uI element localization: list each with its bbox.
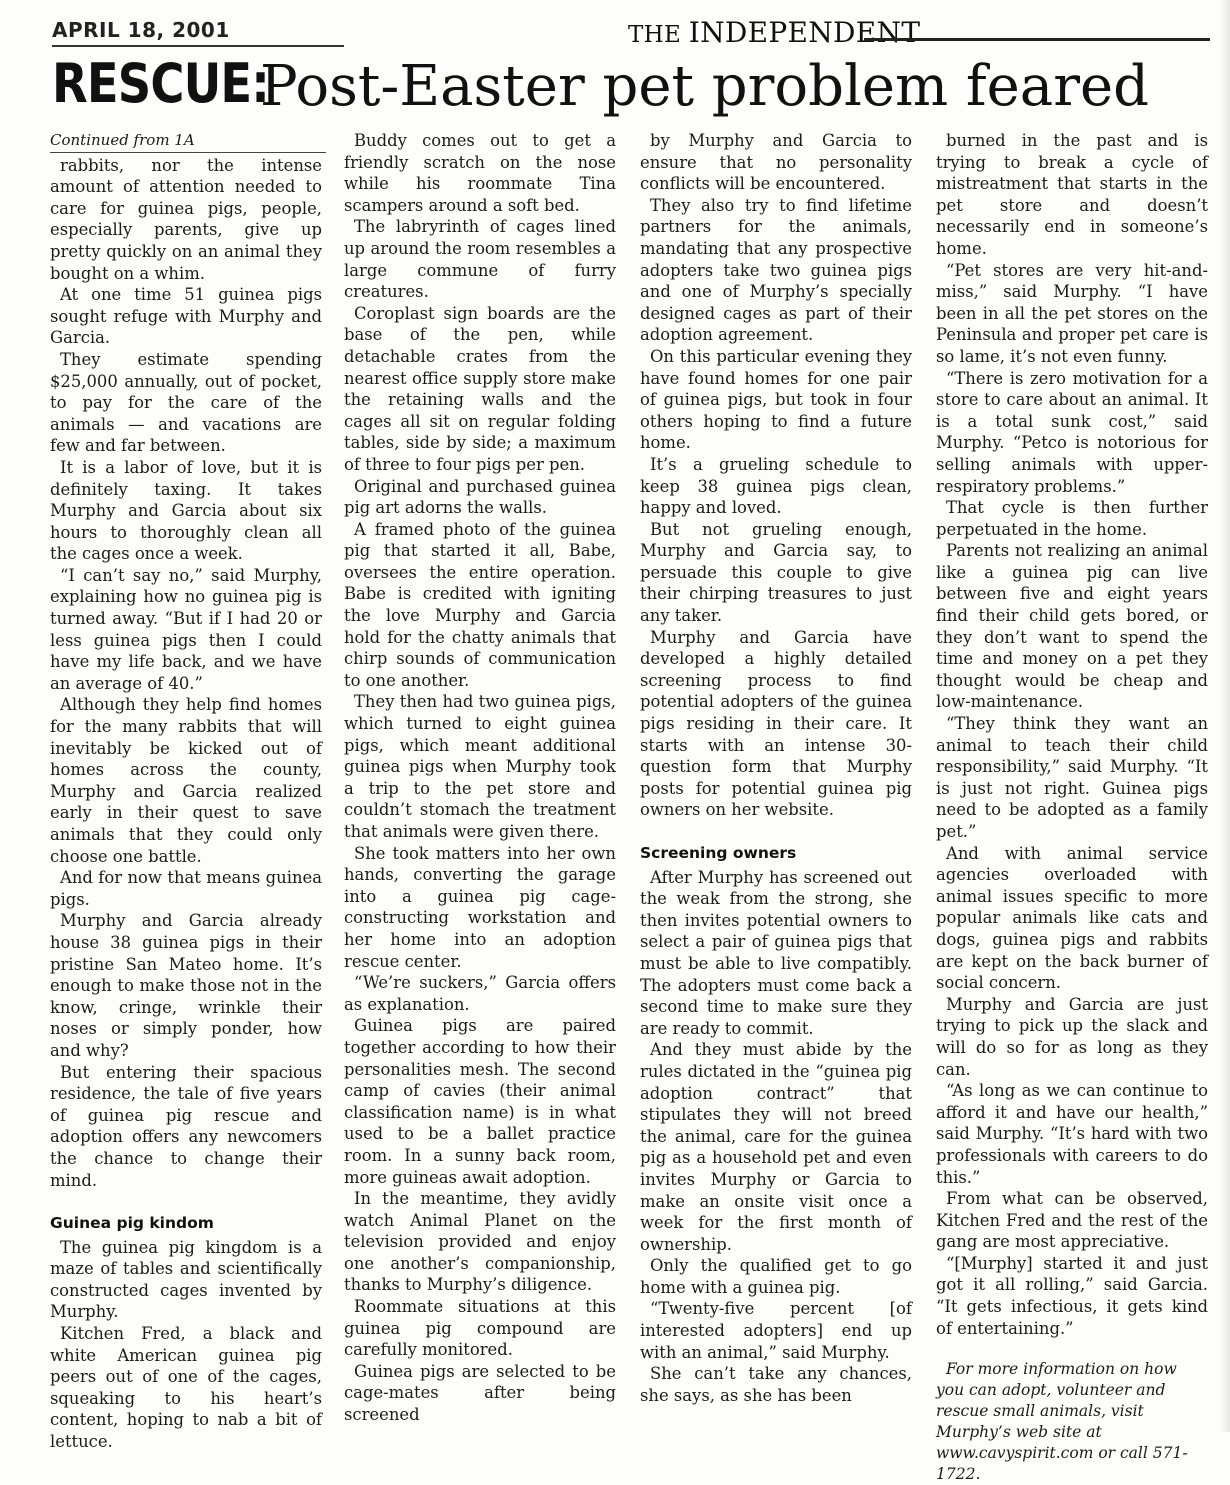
article-paragraph: Murphy and Garcia already house 38 guinea pigs in their pristine San Mateo home. It’s enough to make those not in the know, cringe, wrinkle their noses or simply ponder, how and why? [50, 911, 322, 1060]
masthead-rule [864, 38, 1210, 41]
article-paragraph: The labryrinth of cages lined up around the room resembles a large commune of furry creatures. [344, 217, 616, 302]
page-edge-shadow [1220, 0, 1230, 1432]
col1-paragraphs [50, 155, 322, 1192]
article-paragraph: Murphy and Garcia are just trying to pick up the slack and will do so for as long as they can. [936, 994, 1208, 1079]
article-column-3 [640, 130, 912, 1406]
article-paragraph: “[Murphy] started it and just got it all rolling,” said Garcia. “It gets infectious, it gets kind of entertaining.” [936, 1253, 1208, 1338]
article-paragraph: From what can be observed, Kitchen Fred and the rest of the gang are most appreciative. [936, 1189, 1208, 1252]
article-paragraph: “They think they want an animal to teach their child responsibility,” said Murphy. “It is just not right. Guinea pigs need to be adopted as a family pet.” [936, 714, 1208, 841]
article-paragraph: Guinea pigs are paired together according to how their personalities mesh. The second camp of cavies (their animal classification name) is in what used to be a ballet practice room. In a sunny back room, more guineas await adoption. [344, 1016, 616, 1187]
headline-kicker: RESCUE: [52, 52, 270, 115]
article-paragraph: Original and purchased guinea pig art adorns the walls. [344, 476, 616, 518]
article-paragraph: “I can’t say no,” said Murphy, explaining how no guinea pig is turned away. “But if I had 20 or less guinea pigs then I could have my life back, and we have an average of 40.” [50, 565, 322, 693]
article-paragraph: Murphy and Garcia have developed a highly detailed screening process to find potential adopters of the guinea pigs residing in their care. It starts with an intense 30-question form that Murphy posts for potential guinea pig owners on her website. [640, 627, 912, 820]
article-paragraph: “Pet stores are very hit-and-miss,” said Murphy. “I have been in all the pet stores on the Peninsula and proper pet care is so lame, it’s not even funny. [936, 260, 1208, 366]
article-paragraph: Guinea pigs are selected to be cage-mates after being screened [344, 1361, 616, 1425]
continued-from: Continued from 1A [50, 130, 326, 153]
subhead-guinea-pig-kindom: Guinea pig kindom [50, 1214, 214, 1233]
article-paragraph: Only the qualified get to go home with a guinea pig. [640, 1256, 912, 1297]
article-paragraph: But not grueling enough, Murphy and Garcia say, to persuade this couple to give their chirping treasures to just any taker. [640, 519, 912, 626]
article-paragraph: Kitchen Fred, a black and white American guinea pig peers out of one of the cages, squeaking to his heart’s content, hoping to nab a bit of lettuce. [50, 1324, 322, 1452]
headline-title: Post-Easter pet problem feared [260, 54, 1149, 119]
more-information-note: For more information on how you can adopt, volunteer and rescue small animals, visit Murphy’s web site at www.cavyspirit.com or call 571-1722. [936, 1360, 1188, 1484]
article-paragraph: They estimate spending $25,000 annually, out of pocket, to pay for the care of the animals — and vacations are few and far between. [50, 349, 322, 456]
col3b-paragraphs [640, 867, 912, 1407]
article-paragraph: burned in the past and is trying to break a cycle of mistreatment that starts in the pet store and doesn’t necessarily end in someone’s home. [936, 131, 1208, 258]
article-paragraph: In the meantime, they avidly watch Animal Planet on the television provided and enjoy one another’s companionship, thanks to Murphy’s diligence. [344, 1189, 616, 1295]
article-paragraph: After Murphy has screened out the weak from the strong, she then invites potential owners to select a pair of guinea pigs that must be able to live compatibly. The adopters must come back a second time to make sure they are ready to commit. [640, 867, 912, 1038]
article-paragraph: But entering their spacious residence, the tale of five years of guinea pig rescue and adoption offers any newcomers the chance to change their mind. [50, 1062, 322, 1190]
article-paragraph: “We’re suckers,” Garcia offers as explanation. [344, 973, 616, 1014]
article-paragraph: “There is zero motivation for a store to care about an animal. It is a total sunk cost,” said Murphy. “Petco is notorious for selling animals with upper-respiratory problems.” [936, 368, 1208, 496]
article-paragraph: They then had two guinea pigs, which turned to eight guinea pigs, which meant additional guinea pigs when Murphy took a trip to the pet store and couldn’t stomach the treatment that animals were given there. [344, 692, 616, 841]
masthead [52, 16, 1210, 49]
article-paragraph: “Twenty-five percent [of interested adopters] end up with an animal,” said Murphy. [640, 1299, 912, 1362]
article-paragraph: A framed photo of the guinea pig that started it all, Babe, oversees the entire operation. Babe is credited with igniting the love Murphy and Garcia hold for the chatty animals that chirp sounds of communication to one another. [344, 519, 616, 690]
col2-paragraphs [344, 130, 616, 1426]
issue-date: APRIL 18, 2001 [52, 18, 230, 42]
article-paragraph: Buddy comes out to get a friendly scratch on the nose while his roommate Tina scampers around a soft bed. [344, 131, 616, 215]
newspaper-name-main: INDEPENDENT [688, 16, 921, 49]
newspaper-name [628, 16, 920, 49]
col1b-paragraphs [50, 1237, 322, 1453]
article-paragraph: And they must abide by the rules dictated in the “guinea pig adoption contract” that stipulates they will not breed the animal, care for the guinea pig as a household pet and even invites Murphy or Garcia to make an onsite visit once a week for the first month of ownership. [640, 1040, 912, 1254]
subhead-screening-owners: Screening owners [640, 844, 797, 862]
article-paragraph: Although they help find homes for the many rabbits that will inevitably be kicked out of homes across the county, Murphy and Garcia realized early in their quest to save animals that they could only choose one battle. [50, 695, 322, 866]
headline [52, 52, 1222, 124]
col4-paragraphs [936, 130, 1208, 1339]
article-paragraph: She can’t take any chances, she says, as she has been [640, 1364, 912, 1405]
article-paragraph: Roommate situations at this guinea pig compound are carefully monitored. [344, 1297, 616, 1360]
article-paragraph: Parents not realizing an animal like a guinea pig can live between five and eight years find their child gets bored, or they don’t want to spend the time and money on a pet they thought would be cheap and low-maintenance. [936, 541, 1208, 712]
article-paragraph: rabbits, nor the intense amount of attention needed to care for guinea pigs, people, especially parents, give up pretty quickly on an animal they bought on a whim. [50, 155, 322, 283]
article-paragraph: It is a labor of love, but it is definitely taxing. It takes Murphy and Garcia about six hours to thoroughly clean all the cages once a week. [50, 457, 322, 564]
article-paragraph: “As long as we can continue to afford it and have our health,” said Murphy. “It’s hard with two professionals with careers to do this.” [936, 1081, 1208, 1187]
article-paragraph: The guinea pig kingdom is a maze of tables and scientifically constructed cages invented by Murphy. [50, 1237, 322, 1322]
article-paragraph: She took matters into her own hands, converting the garage into a guinea pig cage-constructing workstation and her home into an adoption rescue center. [344, 843, 616, 971]
article-column-4 [936, 130, 1208, 1485]
article-paragraph: And for now that means guinea pigs. [50, 868, 322, 909]
col3-paragraphs [640, 130, 912, 821]
newspaper-name-prefix: THE [628, 22, 689, 48]
article-paragraph: On this particular evening they have found homes for one pair of guinea pigs, but took in four others hoping to find a future home. [640, 346, 912, 453]
article-paragraph: And with animal service agencies overloaded with animal issues specific to more popular animals like cats and dogs, guinea pigs and rabbits are kept on the back burner of social concern. [936, 843, 1208, 993]
date-rule [52, 45, 344, 47]
article-paragraph: It’s a grueling schedule to keep 38 guinea pigs clean, happy and loved. [640, 454, 912, 518]
article-paragraph: At one time 51 guinea pigs sought refuge with Murphy and Garcia. [50, 285, 322, 348]
article-paragraph: They also try to find lifetime partners for the animals, mandating that any prospective adopters take two guinea pigs and one of Murphy’s specially designed cages as part of their adoption agreement. [640, 195, 912, 345]
article-paragraph: That cycle is then further perpetuated in the home. [936, 498, 1208, 539]
article-paragraph: Coroplast sign boards are the base of the pen, while detachable crates from the nearest office supply store make the retaining walls and the cages all sit on regular folding tables, side by side; a maximum of three to four pigs per pen. [344, 303, 616, 474]
article-column-1 [50, 130, 322, 1453]
article-paragraph: by Murphy and Garcia to ensure that no personality conflicts will be encountered. [640, 131, 912, 194]
article-column-2 [344, 130, 616, 1426]
